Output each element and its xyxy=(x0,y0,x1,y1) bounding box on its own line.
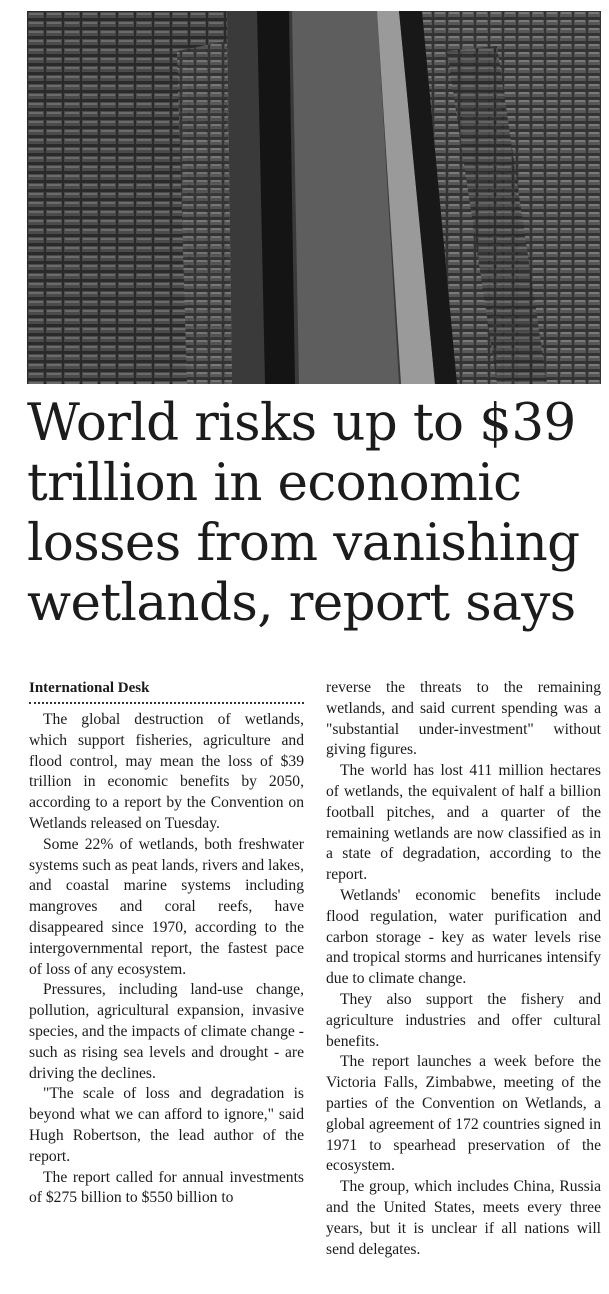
paragraph: Some 22% of wetlands, both freshwater systems such as peat lands, rivers and lakes, and coastal marine systems including mangroves and coral reefs, have disappeared since 1970, according to the intergovernmental report, the fastest pace of loss of any ecosystem. xyxy=(29,835,304,978)
paragraph-continued: reverse the threats to the remaining wetlands, and said current spending was a "substantial under-investment" without giving figures. xyxy=(326,679,601,759)
article-column-left xyxy=(29,678,304,1209)
paragraph: "The scale of loss and degradation is beyond what we can afford to ignore," said Hugh Robertson, the lead author of the report. xyxy=(29,1085,304,1165)
paragraph: The report called for annual investments of $275 billion to $550 billion to xyxy=(29,1168,304,1207)
article-photo xyxy=(27,11,601,384)
paragraph: Pressures, including land-use change, pollution, agricultural expansion, invasive species, and the impacts of climate change - such as rising sea levels and drought - are driving the declines. xyxy=(29,981,304,1082)
paragraph: The report launches a week before the Victoria Falls, Zimbabwe, meeting of the parties of the Convention on Wetlands, a global agreement of 172 countries signed in 1971 to spearhead preservation of the ecosystem. xyxy=(326,1053,601,1175)
article-column-right xyxy=(326,678,601,1260)
byline: International Desk xyxy=(29,678,304,704)
paragraph: They also support the fishery and agriculture industries and offer cultural benefits. xyxy=(326,990,601,1050)
headline: World risks up to $39 trillion in economic losses from vanishing wetlands, report says xyxy=(27,393,580,633)
peat-field-image xyxy=(27,11,601,384)
paragraph: The group, which includes China, Russia and the United States, meets every three years, but it is unclear if all nations will send delegates. xyxy=(326,1178,601,1258)
paragraph: The global destruction of wetlands, which support fisheries, agriculture and flood control, may mean the loss of $39 trillion in economic benefits by 2050, according to a report by the Convention on Wetlands released on Tuesday. xyxy=(29,711,304,832)
paragraph: Wetlands' economic benefits include flood regulation, water purification and carbon storage - key as water levels rise and tropical storms and hurricanes intensify due to climate change. xyxy=(326,886,601,988)
paragraph: The world has lost 411 million hectares of wetlands, the equivalent of half a billion football pitches, and a quarter of the remaining wetlands are now classified as in a state of degradation, according to the report. xyxy=(326,762,601,884)
